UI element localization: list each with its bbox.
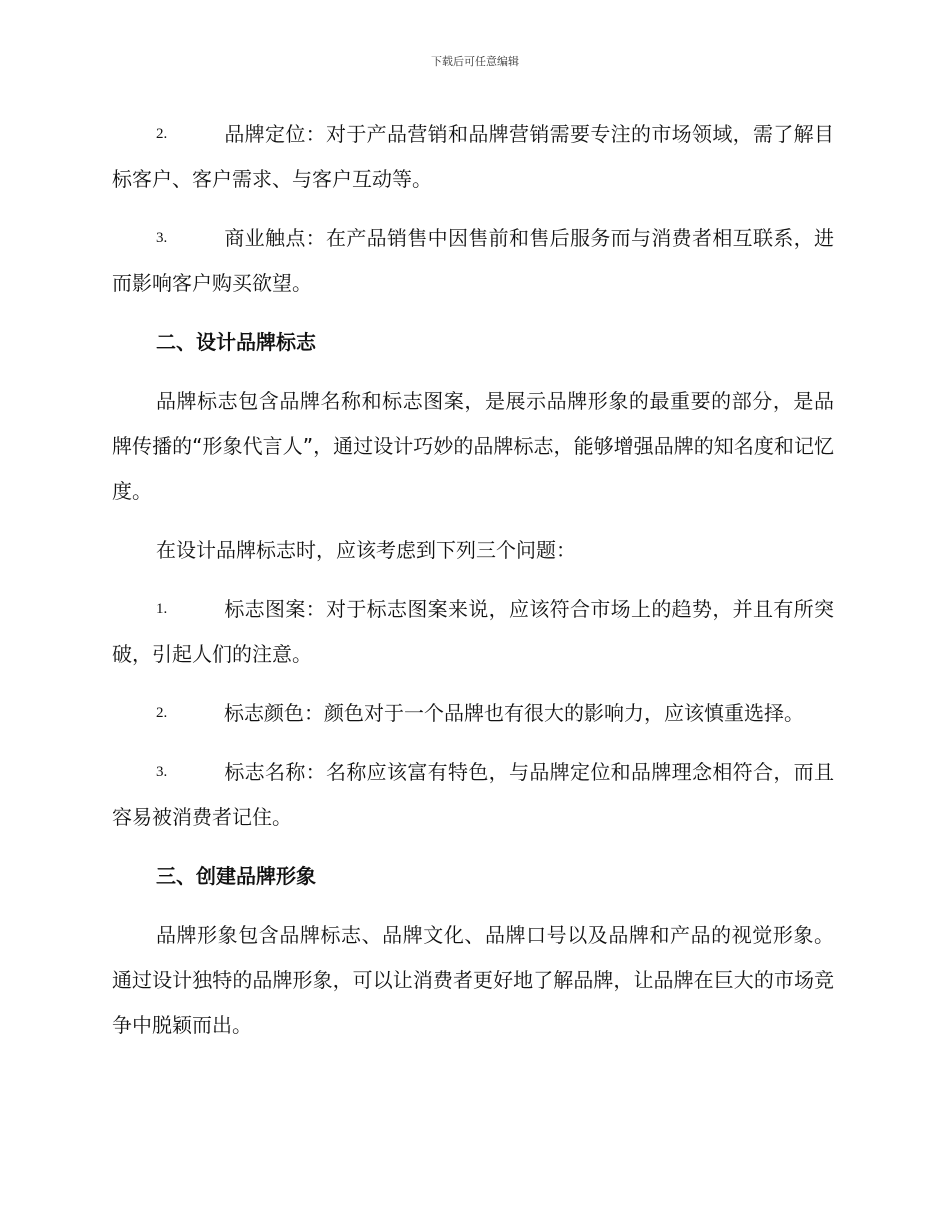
- section-heading-brand-image: 三、创建品牌形象: [156, 864, 316, 888]
- list-item-text: 标志颜色：颜色对于一个品牌也有很大的影响力，应该慎重选择。: [224, 701, 804, 725]
- list-item-text: 标志图案：对于标志图案来说，应该符合市场上的趋势，并且有所突破，引起人们的注意。: [112, 597, 834, 666]
- list-item: [112, 112, 834, 202]
- list-item-number: 1.: [156, 601, 168, 617]
- document-body: [112, 112, 834, 1062]
- list-item-text: 品牌定位：对于产品营销和品牌营销需要专注的市场领域，需了解目标客户、客户需求、与客户互动等。: [112, 122, 834, 191]
- page-header-note: 下载后可任意编辑: [431, 55, 519, 68]
- list-item: [112, 691, 834, 736]
- list-item-number: 3.: [156, 764, 168, 780]
- list-item-text: 商业触点：在产品销售中因售前和售后服务而与消费者相互联系，进而影响客户购买欲望。: [112, 226, 834, 295]
- list-item: [112, 587, 834, 677]
- list-item: [112, 750, 834, 840]
- paragraph-logo-intro: 品牌标志包含品牌名称和标志图案，是展示品牌形象的最重要的部分，是品牌传播的“形象代言人”，通过设计巧妙的品牌标志，能够增强品牌的知名度和记忆度。: [112, 389, 834, 503]
- list-item-text: 标志名称：名称应该富有特色，与品牌定位和品牌理念相符合，而且容易被消费者记住。: [112, 760, 834, 829]
- list-item-number: 3.: [156, 230, 168, 246]
- list-item-number: 2.: [156, 126, 168, 142]
- list-item-number: 2.: [156, 705, 168, 721]
- list-item: [112, 216, 834, 306]
- section-heading-design-logo: 二、设计品牌标志: [156, 330, 316, 354]
- paragraph-brand-image: 品牌形象包含品牌标志、品牌文化、品牌口号以及品牌和产品的视觉形象。通过设计独特的品牌形象，可以让消费者更好地了解品牌，让品牌在巨大的市场竞争中脱颖而出。: [112, 923, 834, 1037]
- paragraph-logo-considerations: 在设计品牌标志时，应该考虑到下列三个问题：: [156, 538, 576, 562]
